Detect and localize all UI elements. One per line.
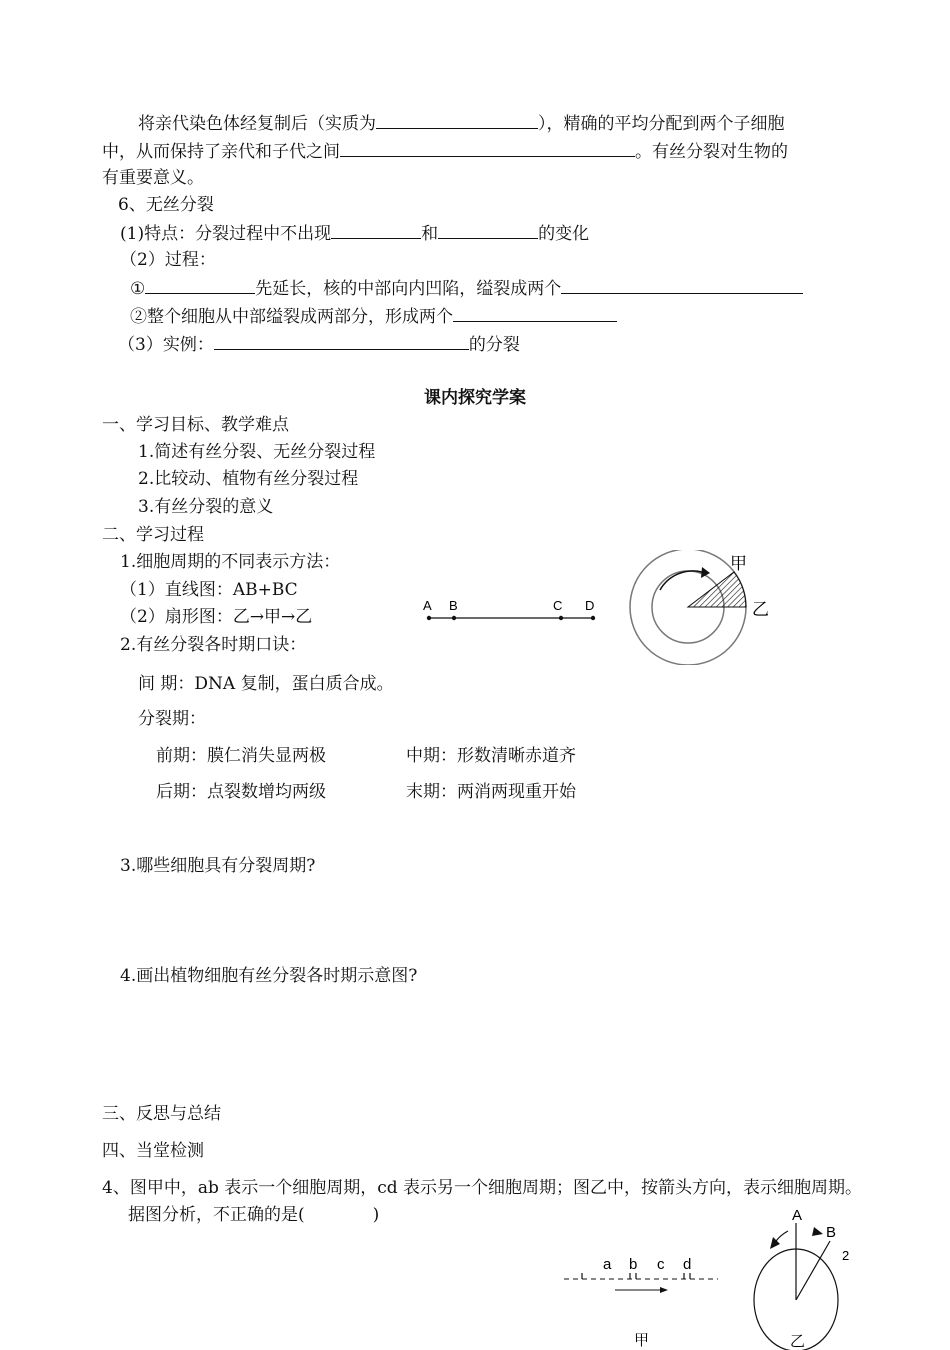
intro-line-2: [102, 138, 788, 164]
feature-text: (1)特点：分裂过程中不出现: [120, 224, 332, 244]
figure-yi: [748, 1203, 863, 1350]
label-c: C: [553, 598, 563, 613]
test-question: 4、图甲中，ab 表示一个细胞周期，cd 表示另一个细胞周期；图乙中，按箭头方向，表示细胞周期。: [102, 1178, 863, 1198]
feature-text: 的变化: [538, 224, 590, 244]
arrow-head: [660, 1287, 668, 1293]
section-6-step-2: [130, 303, 617, 329]
interphase-rhyme: 间 期：DNA 复制，蛋白质合成。: [138, 674, 394, 694]
label-a: a: [603, 1256, 612, 1273]
point-d: [591, 616, 595, 620]
label-a: A: [423, 598, 432, 613]
fill-blank[interactable]: [331, 220, 421, 239]
hatched-sector: [688, 572, 746, 607]
feature-text: 和: [421, 224, 439, 244]
step-text: 先延长，核的中部向内凹陷，缢裂成两个: [255, 279, 562, 299]
step-text: ①: [130, 279, 146, 299]
label-c: c: [657, 1256, 665, 1273]
label-2: 2: [842, 1248, 850, 1263]
fill-blank[interactable]: [214, 331, 469, 350]
plan-title: 课内探究学案: [424, 388, 526, 408]
label-yi: 乙: [752, 600, 769, 619]
part-1-heading: 一、学习目标、教学难点: [102, 415, 289, 435]
step-text: ②整个细胞从中部缢裂成两部分，形成两个: [130, 307, 453, 327]
label-d: d: [683, 1256, 692, 1273]
intro-text: ），精确的平均分配到两个子细胞: [538, 114, 785, 134]
fill-blank[interactable]: [438, 220, 538, 239]
part-2-heading: 二、学习过程: [102, 525, 204, 545]
fill-blank[interactable]: [453, 303, 617, 322]
section-6-process: （2）过程：: [120, 250, 216, 270]
anaphase-rhyme: 后期：点裂数增均两级: [156, 782, 326, 802]
point-a: [427, 616, 431, 620]
section-6-step-1: [130, 275, 803, 301]
division-label: 分裂期：: [138, 709, 206, 729]
goal-item: 3.有丝分裂的意义: [138, 497, 274, 517]
prophase-rhyme: 前期：膜仁消失显两极: [156, 746, 326, 766]
fill-blank[interactable]: [376, 110, 538, 129]
question-2: 2.有丝分裂各时期口诀：: [120, 635, 307, 655]
figure-jia: [560, 1245, 735, 1350]
fill-blank[interactable]: [340, 138, 635, 157]
fill-blank[interactable]: [145, 275, 255, 294]
question-1: 1.细胞周期的不同表示方法：: [120, 552, 341, 572]
goal-item: 1.简述有丝分裂、无丝分裂过程: [138, 442, 376, 462]
intro-line-1: [138, 110, 785, 136]
label-b: b: [629, 1256, 638, 1273]
fill-blank[interactable]: [561, 275, 803, 294]
caption-yi: 乙: [790, 1333, 806, 1350]
label-B: B: [826, 1224, 837, 1241]
question-1-line-method: （1）直线图：AB+BC: [120, 580, 298, 600]
goal-item: 2.比较动、植物有丝分裂过程: [138, 469, 359, 489]
test-question-prompt: 据图分析，不正确的是( ): [128, 1205, 380, 1225]
section-6-example: [118, 331, 520, 357]
section-6-heading: 6、无丝分裂: [118, 195, 214, 215]
point-c: [559, 616, 563, 620]
metaphase-rhyme: 中期：形数清晰赤道齐: [406, 746, 576, 766]
label-d: D: [585, 598, 595, 613]
intro-line-3: 有重要意义。: [102, 168, 204, 188]
intro-text: 中，从而保持了亲代和子代之间: [102, 142, 340, 162]
example-text: （3）实例：: [118, 335, 214, 355]
section-6-feature: [120, 220, 589, 246]
part-3-heading: 三、反思与总结: [102, 1104, 221, 1124]
example-text: 的分裂: [468, 335, 520, 355]
label-jia: 甲: [730, 554, 747, 573]
arrow-head-right: [812, 1227, 823, 1236]
label-b: B: [449, 598, 458, 613]
question-3: 3.哪些细胞具有分裂周期?: [120, 856, 316, 876]
point-b: [452, 616, 456, 620]
intro-text: 。有丝分裂对生物的: [635, 142, 788, 162]
telophase-rhyme: 末期：两消两现重开始: [406, 782, 576, 802]
cell-cycle-fan-diagram: [620, 550, 790, 665]
cycle-arrow: [660, 571, 702, 590]
caption-jia: 甲: [634, 1332, 650, 1349]
part-4-heading: 四、当堂检测: [102, 1141, 204, 1161]
question-4: 4.画出植物细胞有丝分裂各时期示意图?: [120, 966, 418, 986]
cell-cycle-line-diagram: [415, 595, 605, 630]
label-A: A: [792, 1207, 803, 1224]
question-1-fan-method: （2）扇形图：乙→甲→乙: [120, 607, 313, 627]
intro-text: 将亲代染色体经复制后（实质为: [138, 114, 376, 134]
